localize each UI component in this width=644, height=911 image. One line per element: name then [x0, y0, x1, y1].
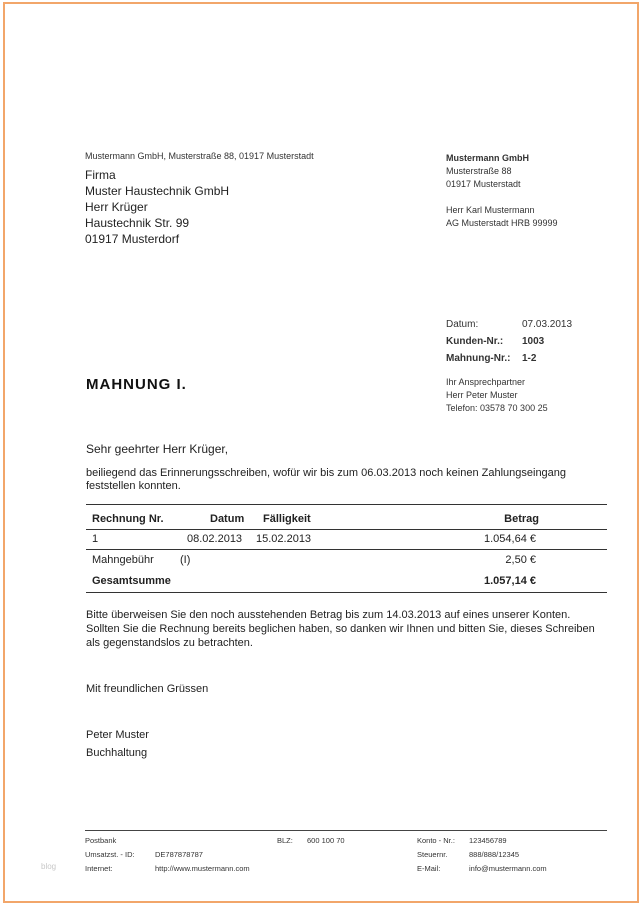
header-date: Datum: [210, 513, 245, 525]
outro-paragraph: Bitte überweisen Sie den noch ausstehenden Betrag bis zum 14.03.2013 auf eines unserer Konten. Sollten Sie die Rechnung bereits beglichen haben, so danken wir Ihnen und bitten Sie, dieses Schreiben als gegenstandslos zu betrachten.: [86, 609, 595, 649]
footer-blz-label: BLZ:: [277, 836, 293, 845]
date-label: Datum:: [446, 319, 479, 330]
recipient-line: Haustechnik Str. 99: [85, 216, 190, 230]
intro-paragraph: beiliegend das Erinnerungsschreiben, wofür wir bis zum 06.03.2013 noch keinen Zahlungseingang feststellen konnten.: [86, 467, 567, 492]
footer-bank: Postbank: [85, 836, 117, 845]
footer-account-value: 123456789: [469, 836, 507, 845]
signature-department: Buchhaltung: [86, 747, 148, 759]
recipient-line: Herr Krüger: [85, 200, 148, 214]
reminder-label: Mahnung-Nr.:: [446, 353, 511, 364]
footer-divider: [85, 830, 607, 831]
row-invoice: 1: [92, 533, 99, 545]
date-value: 07.03.2013: [522, 319, 573, 330]
table-rule: [86, 529, 607, 530]
recipient-line: 01917 Musterdorf: [85, 232, 180, 246]
document-title: MAHNUNG I.: [86, 376, 187, 393]
total-label: Gesamtsumme: [92, 575, 171, 587]
footer-vat-label: Umsatzst. - ID:: [85, 850, 135, 859]
footer-col-3: [417, 834, 607, 876]
footer-col-1: [85, 834, 250, 876]
table-rule: [86, 504, 607, 505]
fee-level: (I): [180, 554, 191, 566]
recipient-address: [85, 167, 229, 247]
sender-return-address: Mustermann GmbH, Musterstraße 88, 01917 Musterstadt: [85, 151, 314, 161]
footer-blz-value: 600 100 70: [307, 836, 345, 845]
recipient-line: Firma: [85, 168, 116, 182]
contact-phone: Telefon: 03578 70 300 25: [446, 403, 548, 413]
footer-col-2: [277, 834, 397, 848]
company-owner: Herr Karl Mustermann: [446, 205, 535, 215]
header-invoice: Rechnung Nr.: [92, 513, 164, 525]
row-amount: 1.054,64 €: [484, 533, 536, 545]
row-date: 08.02.2013: [187, 533, 243, 545]
footer-email-label: E-Mail:: [417, 864, 441, 873]
footer-email-value[interactable]: info@mustermann.com: [469, 864, 547, 873]
fee-label: Mahngebühr: [92, 554, 154, 566]
contact-label: Ihr Ansprechpartner: [446, 377, 526, 387]
total-amount: 1.057,14 €: [484, 575, 536, 587]
fee-amount: 2,50 €: [505, 554, 536, 566]
contact-person: [446, 376, 548, 415]
recipient-line: Muster Haustechnik GmbH: [85, 184, 230, 198]
footer-vat-value: DE787878787: [155, 850, 203, 859]
company-register: AG Musterstadt HRB 99999: [446, 218, 558, 228]
row-due: 15.02.2013: [256, 533, 312, 545]
company-street: Musterstraße 88: [446, 166, 512, 176]
company-info: [446, 152, 558, 230]
header-amount: Betrag: [504, 513, 539, 525]
reminder-value: 1-2: [522, 353, 537, 364]
table-rule: [86, 592, 607, 593]
contact-name: Herr Peter Muster: [446, 390, 518, 400]
watermark-text: blog: [41, 862, 57, 871]
footer-account-label: Konto - Nr.:: [417, 836, 455, 845]
footer-tax-value: 888/888/12345: [469, 850, 520, 859]
letter-page: [3, 2, 639, 903]
header-due: Fälligkeit: [263, 513, 311, 525]
footer-internet-label: Internet:: [85, 864, 113, 873]
footer-internet-value[interactable]: http://www.mustermann.com: [155, 864, 250, 873]
footer-tax-label: Steuernr.: [417, 850, 448, 859]
customer-value: 1003: [522, 336, 545, 347]
company-name: Mustermann GmbH: [446, 153, 530, 163]
closing: Mit freundlichen Grüssen: [86, 683, 209, 695]
company-city: 01917 Musterstadt: [446, 179, 521, 189]
salutation: Sehr geehrter Herr Krüger,: [86, 442, 229, 456]
table-rule: [86, 549, 607, 550]
customer-label: Kunden-Nr.:: [446, 336, 504, 347]
signature-block: [86, 726, 149, 762]
signature-name: Peter Muster: [86, 729, 149, 741]
